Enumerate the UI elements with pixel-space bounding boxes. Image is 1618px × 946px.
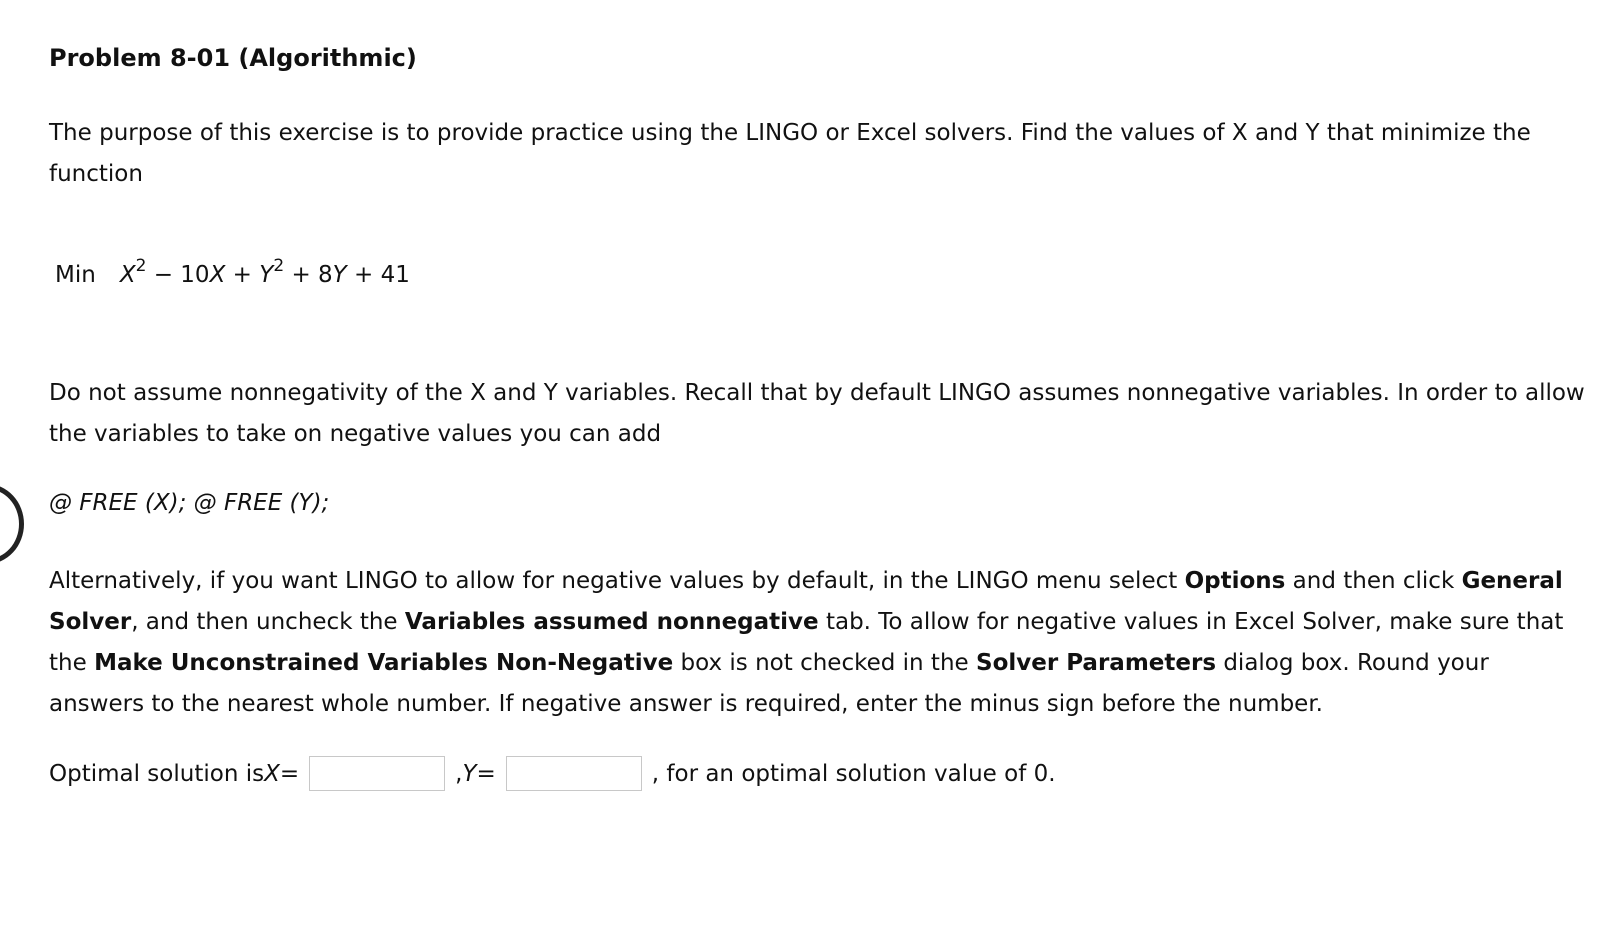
formula-plus: + <box>225 262 260 288</box>
nonnegativity-paragraph: Do not assume nonnegativity of the X and Y variables. Recall that by default LINGO assumes nonnegative variables. In order to allow the variables to take on negative values you can add <box>49 380 1585 447</box>
alt-bold-general-solver: General Solver <box>49 568 1563 635</box>
intro-paragraph: The purpose of this exercise is to provide practice using the LINGO or Excel solvers. Find the values of X and Y that minimize the function <box>49 120 1531 187</box>
alt-text-5: box is not checked in the <box>673 650 976 676</box>
cursor-ring-icon <box>0 484 24 564</box>
alt-bold-make-unconstrained: Make Unconstrained Variables Non-Negative <box>94 650 674 676</box>
answer-x-var: X <box>264 760 280 787</box>
alternative-paragraph <box>49 561 1589 725</box>
answer-eq-x: = <box>279 760 300 787</box>
answer-prefix: Optimal solution is <box>49 760 265 787</box>
formula-exp-y: 2 <box>273 256 285 276</box>
alt-text-4: tab. To allow for negative values in Excel Solver, make sure that the <box>49 609 1564 676</box>
problem-title: Problem 8-01 (Algorithmic) <box>49 44 417 72</box>
alt-bold-solver-parameters: Solver Parameters <box>976 650 1217 676</box>
y-value-input[interactable] <box>506 756 642 791</box>
alt-text-6: dialog box. Round your answers to the nearest whole number. If negative answer is required, enter the minus sign before the number. <box>49 650 1489 717</box>
formula-x2: X <box>209 262 226 288</box>
formula-tail: + 41 <box>346 262 410 288</box>
answer-eq-y: = <box>476 760 496 787</box>
formula-mid2: + 8 <box>284 262 333 288</box>
answer-y-var: Y <box>462 760 477 787</box>
answer-comma: , <box>455 760 463 787</box>
alt-text-1: Alternatively, if you want LINGO to allow for negative values by default, in the LINGO menu select <box>49 568 1185 594</box>
objective-function <box>55 256 410 288</box>
min-keyword: Min <box>55 262 96 288</box>
alt-text-2: and then click <box>1285 568 1462 594</box>
answer-suffix: , for an optimal solution value of 0. <box>651 760 1056 787</box>
formula-y2: Y <box>332 262 347 288</box>
alt-bold-variables-nonnegative: Variables assumed nonnegative <box>404 609 819 635</box>
x-value-input[interactable] <box>309 756 445 791</box>
alt-text-3: , and then uncheck the <box>131 609 405 635</box>
alt-bold-options: Options <box>1184 568 1286 594</box>
lingo-free-code: @ FREE (X); @ FREE (Y); <box>49 490 330 516</box>
formula-exp-x: 2 <box>135 256 147 276</box>
formula-mid: − 10 <box>146 262 210 288</box>
answer-row <box>49 756 1056 791</box>
formula-y: Y <box>259 262 274 288</box>
formula-x: X <box>119 262 136 288</box>
